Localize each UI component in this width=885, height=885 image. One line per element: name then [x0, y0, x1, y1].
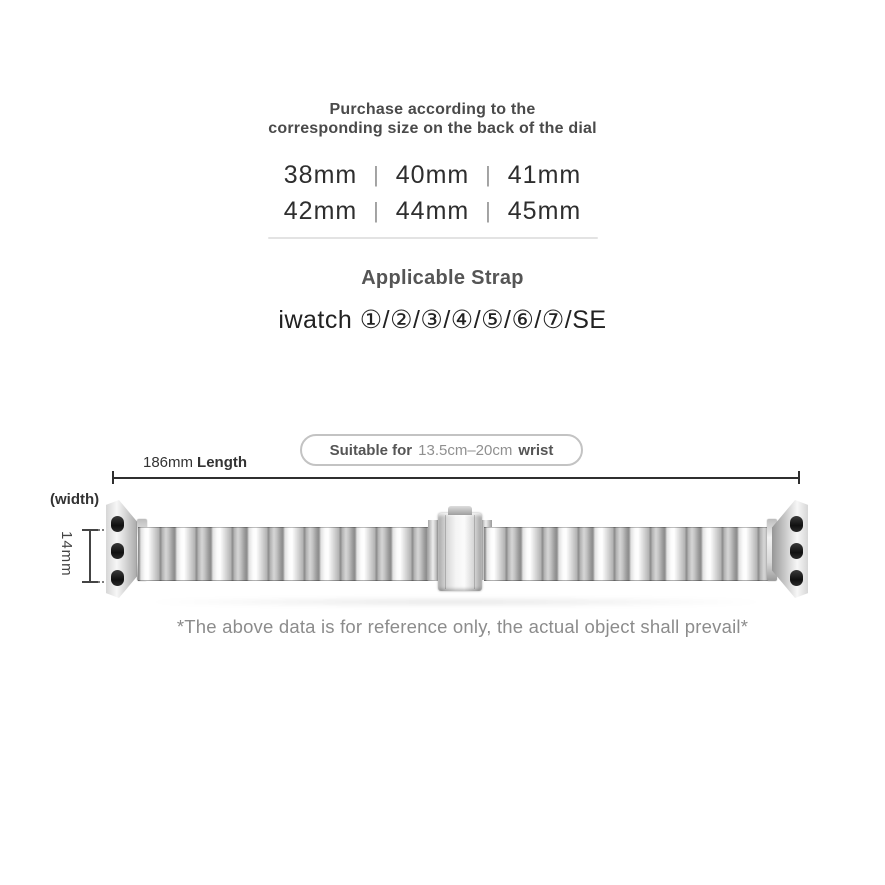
size-row-1: [0, 157, 865, 193]
length-value: 186mm: [143, 454, 194, 471]
header-line-1: Purchase according to the: [329, 101, 536, 118]
size-44mm: 44mm: [395, 196, 470, 225]
divider-line: [268, 237, 598, 239]
size-41mm: 41mm: [507, 160, 582, 189]
length-word: Length: [197, 454, 248, 471]
length-tick-left: [112, 471, 114, 484]
length-dimension-label: [143, 454, 247, 471]
length-dimension-line: [113, 477, 800, 479]
size-separator: |: [485, 198, 492, 223]
size-42mm: 42mm: [283, 196, 358, 225]
width-dimension-label: (width): [50, 491, 100, 508]
adapter-slot: [111, 543, 124, 559]
size-38mm: 38mm: [283, 160, 358, 189]
band-adapter-right: [772, 500, 808, 598]
adapter-slot: [111, 570, 124, 586]
band-butterfly-clasp: [428, 503, 492, 597]
adapter-slot: [790, 516, 803, 532]
band-links-left: [138, 527, 440, 581]
adapter-slot: [111, 516, 124, 532]
dial-size-table: [0, 157, 865, 229]
size-row-2: [0, 193, 865, 229]
disclaimer-text: *The above data is for reference only, the actual object shall prevail*: [176, 616, 749, 637]
fit-badge-prefix: Suitable for: [329, 441, 413, 459]
width-tick-bottom: [82, 581, 98, 583]
fit-badge-suffix: wrist: [518, 441, 554, 459]
header-line-2: corresponding size on the back of the dial: [268, 120, 597, 137]
band-shadow: [136, 597, 776, 607]
applicable-strap-title: Applicable Strap: [361, 267, 524, 289]
clasp-release-tab: [448, 506, 472, 515]
compatible-models-text: iwatch ①/②/③/④/⑤/⑥/⑦/SE: [278, 306, 607, 334]
width-tick-top: [82, 529, 98, 531]
size-separator: |: [373, 198, 380, 223]
width-dimension-line: [89, 530, 91, 583]
clasp-plate: [438, 513, 482, 591]
size-45mm: 45mm: [507, 196, 582, 225]
length-tick-right: [798, 471, 800, 484]
band-links-right: [484, 527, 772, 581]
width-dimension-value: 14mm: [58, 531, 75, 577]
fit-badge-range: 13.5cm–20cm: [418, 441, 513, 459]
header: [0, 100, 865, 138]
size-separator: |: [485, 162, 492, 187]
size-40mm: 40mm: [395, 160, 470, 189]
watch-band-image: [106, 500, 808, 608]
size-separator: |: [373, 162, 380, 187]
wrist-fit-badge: [300, 434, 583, 466]
adapter-slot: [790, 543, 803, 559]
adapter-slot: [790, 570, 803, 586]
